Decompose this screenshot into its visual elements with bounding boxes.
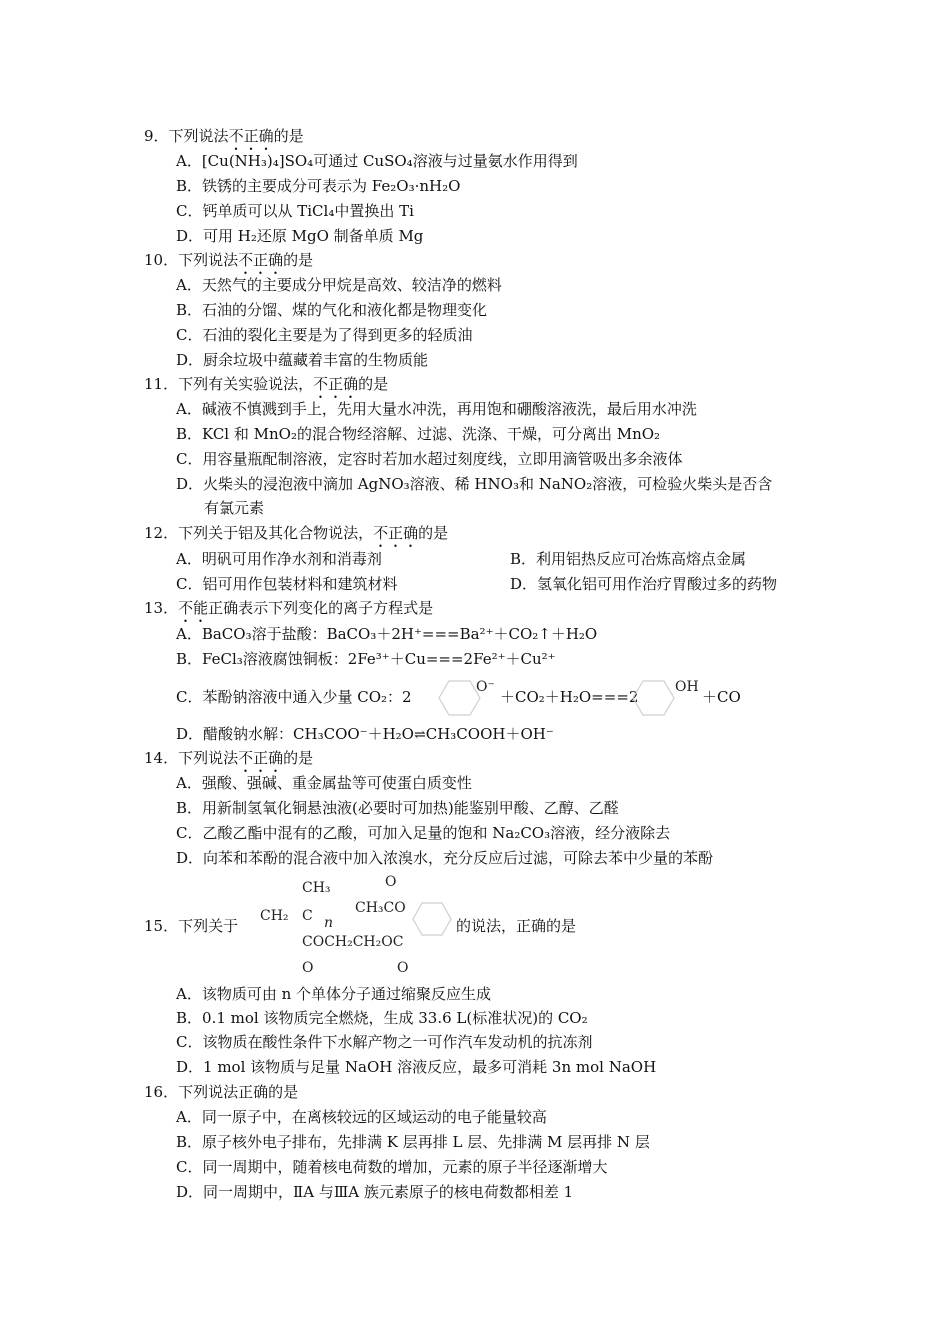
stem-text: 的是 <box>283 251 314 269</box>
ester-chain: COCH₂CH₂OC <box>302 934 404 950</box>
question-9-stem <box>144 126 304 154</box>
hydroxyl-label: OH <box>675 679 699 695</box>
question-number: 9． <box>144 127 169 145</box>
question-12-stem <box>144 523 448 551</box>
option-d <box>176 724 554 745</box>
stem-text: 下列关于 <box>178 917 239 935</box>
stem-text: 的是 <box>283 749 314 767</box>
option-d: D．1 mol 该物质与足量 NaOH 溶液反应，最多可消耗 3n mol NaOH <box>176 1058 657 1076</box>
option-a: A．明矾可用作净水剂和消毒剂 <box>176 550 382 568</box>
stem-text: 的是 <box>418 524 449 542</box>
emphasis-text: 不正确 <box>238 251 284 269</box>
stem-text: 下列关于铝及其化合物说法， <box>178 524 374 542</box>
option-a: A．同一原子中，在离核较远的区域运动的电子能量较高 <box>176 1108 547 1126</box>
option-b: B．利用铝热反应可冶炼高熔点金属 <box>510 550 747 568</box>
stem-text: 下列说法正确的是 <box>178 1083 299 1101</box>
option-d: D．氢氧化铝可用作治疗胃酸过多的药物 <box>510 575 778 593</box>
option-c: C．该物质在酸性条件下水解产物之一可作汽车发动机的抗冻剂 <box>176 1033 593 1051</box>
carbonyl-oxygen: O <box>302 960 314 976</box>
ch3-group: CH₃ <box>302 880 331 896</box>
option-d: D．火柴头的浸泡液中滴加 AgNO₃溶液、稀 HNO₃和 NaNO₂溶液，可检验火柴头是否含 <box>176 475 773 493</box>
option-a: A．天然气的主要成分甲烷是高效、较洁净的燃料 <box>176 276 502 294</box>
question-15-stem-start <box>144 916 238 936</box>
question-11-stem <box>144 374 388 402</box>
option-c: C．钙单质可以从 TiCl₄中置换出 Ti <box>176 202 414 220</box>
question-number: 13． <box>144 599 179 617</box>
question-number: 16． <box>144 1083 179 1101</box>
equilibrium-arrow-icon: ⇌ <box>413 727 426 743</box>
option-d-text: CH₃COOH＋OH⁻ <box>425 725 554 743</box>
option-b: B．FeCl₃溶液腐蚀铜板：2Fe³⁺＋Cu===2Fe²⁺＋Cu²⁺ <box>176 650 556 668</box>
option-c: C．同一周期中，随着核电荷数的增加，元素的原子半径逐渐增大 <box>176 1158 608 1176</box>
acetyl-group: CH₃CO <box>355 900 406 916</box>
phenoxide-label: O⁻ <box>476 679 495 695</box>
option-d-continuation: 有氯元素 <box>204 499 265 517</box>
stem-text: 的是 <box>273 127 304 145</box>
option-c: C．乙酸乙酯中混有的乙酸，可加入足量的饱和 Na₂CO₃溶液，经分液除去 <box>176 824 671 842</box>
option-a: A．强酸、强碱、重金属盐等可使蛋白质变性 <box>176 774 472 792</box>
question-number: 15． <box>144 917 179 935</box>
stem-text: 下列说法 <box>178 251 239 269</box>
carbon-atom: C <box>302 908 313 924</box>
option-d: D．可用 H₂还原 MgO 制备单质 Mg <box>176 227 424 245</box>
option-b: B．原子核外电子排布，先排满 K 层再排 L 层、先排满 M 层再排 N 层 <box>176 1133 650 1151</box>
option-d: D．同一周期中，ⅡA 与ⅢA 族元素原子的核电荷数都相差 1 <box>176 1183 574 1201</box>
option-b: B．KCl 和 MnO₂的混合物经溶解、过滤、洗涤、干燥，可分离出 MnO₂ <box>176 425 661 443</box>
ch2-group: CH₂ <box>260 908 289 924</box>
emphasis-text: 不能 <box>178 599 209 617</box>
option-c-text: ＋CO <box>702 688 741 706</box>
question-14-stem <box>144 748 313 776</box>
repeat-n: n <box>324 915 334 931</box>
question-16-stem <box>144 1082 298 1102</box>
stem-text: 的是 <box>358 375 389 393</box>
benzene-ring-icon <box>408 896 458 942</box>
question-number: 10． <box>144 251 179 269</box>
option-b: B．石油的分馏、煤的气化和液化都是物理变化 <box>176 301 488 319</box>
question-10-stem <box>144 250 313 278</box>
question-number: 11． <box>144 375 179 393</box>
stem-text: 正确表示下列变化的离子方程式是 <box>208 599 434 617</box>
emphasis-text: 不正确 <box>228 127 274 145</box>
option-c: C．用容量瓶配制溶液，定容时若加水超过刻度线，立即用滴管吸出多余液体 <box>176 450 683 468</box>
stem-text: 下列说法 <box>168 127 229 145</box>
question-13-stem <box>144 598 433 626</box>
option-b: B．用新制氢氧化铜悬浊液(必要时可加热)能鉴别甲酸、乙醇、乙醛 <box>176 799 619 817</box>
carbonyl-oxygen: O <box>397 960 409 976</box>
carbonyl-oxygen: O <box>385 874 397 890</box>
question-number: 12． <box>144 524 179 542</box>
option-c-text: C．苯酚钠溶液中通入少量 CO₂：2 <box>176 688 412 706</box>
emphasis-text: 不正确 <box>373 524 419 542</box>
option-c-text: ＋CO₂＋H₂O===2 <box>500 688 639 706</box>
option-c: C．石油的裂化主要是为了得到更多的轻质油 <box>176 326 473 344</box>
stem-text: 下列有关实验说法， <box>178 375 314 393</box>
option-d: D．向苯和苯酚的混合液中加入浓溴水，充分反应后过滤，可除去苯中少量的苯酚 <box>176 849 714 867</box>
option-b: B．0.1 mol 该物质完全燃烧，生成 33.6 L(标准状况)的 CO₂ <box>176 1009 588 1027</box>
option-a: A．BaCO₃溶于盐酸：BaCO₃＋2H⁺===Ba²⁺＋CO₂↑＋H₂O <box>176 625 598 643</box>
emphasis-text: 不正确 <box>238 749 284 767</box>
emphasis-text: 不正确 <box>313 375 359 393</box>
option-a: A．该物质可由 n 个单体分子通过缩聚反应生成 <box>176 985 492 1003</box>
option-b: B．铁锈的主要成分可表示为 Fe₂O₃·nH₂O <box>176 177 461 195</box>
option-a: A．碱液不慎溅到手上，先用大量水冲洗，再用饱和硼酸溶液洗，最后用水冲洗 <box>176 400 697 418</box>
option-a: A．[Cu(NH₃)₄]SO₄可通过 CuSO₄溶液与过量氨水作用得到 <box>176 152 578 170</box>
option-c: C．铝可用作包装材料和建筑材料 <box>176 575 398 593</box>
stem-text: 下列说法 <box>178 749 239 767</box>
question-15-stem-end: 的说法，正确的是 <box>456 917 577 935</box>
option-d: D．厨余垃圾中蕴藏着丰富的生物质能 <box>176 351 429 369</box>
question-number: 14． <box>144 749 179 767</box>
option-d-text: D．醋酸钠水解：CH₃COO⁻＋H₂O <box>176 725 414 743</box>
